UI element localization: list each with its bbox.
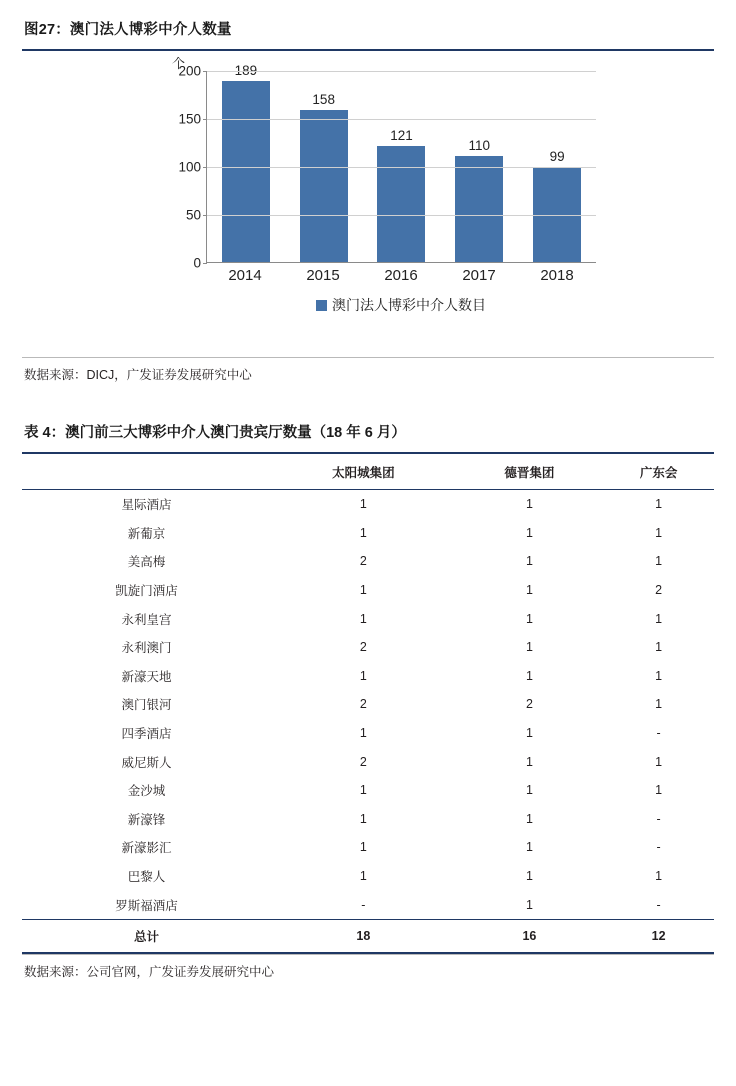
table-cell: 1 — [359, 525, 367, 540]
legend-swatch-icon — [316, 300, 327, 311]
grid-line — [207, 167, 596, 168]
table-cell: 1 — [359, 869, 367, 884]
table-title: 表 4：澳门前三大博彩中介人澳门贵宾厅数量（18 年 6 月） — [24, 425, 406, 441]
table-cell: 1 — [359, 668, 367, 683]
table-cell: 2 — [525, 697, 533, 712]
row-label: 凯旋门酒店 — [115, 584, 178, 599]
table-row — [22, 747, 714, 776]
total-cell: 16 — [456, 919, 604, 953]
table-row — [22, 833, 714, 862]
table-cell: 1 — [359, 497, 367, 512]
bar — [300, 110, 348, 262]
table-cell: 1 — [525, 754, 533, 769]
row-label: 金沙城 — [127, 784, 166, 799]
bar — [222, 81, 270, 262]
table-row — [22, 490, 714, 519]
table-cell: 2 — [359, 640, 367, 655]
row-label: 新葡京 — [127, 526, 166, 541]
table-cell: 1 — [525, 840, 533, 855]
table-cell: - — [656, 840, 661, 855]
y-axis-tick-mark — [203, 263, 207, 264]
table-cell: 1 — [525, 554, 533, 569]
y-axis-tick-mark — [203, 119, 207, 120]
x-axis-tick-label: 2018 — [540, 267, 574, 284]
table-cell: 2 — [359, 697, 367, 712]
bar-value-label: 99 — [549, 148, 565, 164]
total-cell: 12 — [603, 919, 714, 953]
bar-value-label: 121 — [390, 127, 413, 143]
table-body — [22, 490, 714, 953]
figure-title-rule — [22, 49, 714, 51]
row-label: 新濠天地 — [121, 669, 172, 684]
row-label: 星际酒店 — [121, 498, 172, 513]
table-cell: 2 — [359, 554, 367, 569]
table-cell: 1 — [655, 668, 663, 683]
row-label: 新濠锋 — [127, 812, 166, 827]
table-cell: - — [656, 726, 661, 741]
column-header-3: 广东会 — [603, 454, 714, 490]
y-axis-tick-mark — [203, 71, 207, 72]
table-row — [22, 776, 714, 805]
column-header-2: 德晋集团 — [456, 454, 604, 490]
table-cell: 1 — [655, 783, 663, 798]
grid-line — [207, 71, 596, 72]
total-label: 总计 — [22, 919, 271, 953]
row-label: 澳门银河 — [121, 698, 172, 713]
table-cell: 1 — [525, 497, 533, 512]
table-cell: 1 — [525, 811, 533, 826]
y-axis-unit-label: 个 — [172, 56, 186, 71]
bar-value-label: 110 — [468, 138, 491, 154]
table-row — [22, 604, 714, 633]
table-cell: 2 — [655, 583, 663, 598]
y-axis-tick-label: 200 — [178, 63, 201, 79]
row-label: 罗斯福酒店 — [115, 898, 178, 913]
row-label: 永利皇宫 — [121, 612, 172, 627]
table-cell: 1 — [655, 554, 663, 569]
table-cell: 1 — [525, 611, 533, 626]
bar-value-label: 189 — [234, 62, 258, 78]
x-axis-tick-label: 2017 — [462, 267, 496, 284]
table-cell: 1 — [525, 869, 533, 884]
table-cell: 1 — [525, 726, 533, 741]
grid-line — [207, 119, 596, 120]
table-row — [22, 519, 714, 548]
table-cell: 1 — [359, 811, 367, 826]
table-cell: 1 — [525, 583, 533, 598]
table-header-row — [22, 454, 714, 490]
row-label: 新濠影汇 — [121, 841, 172, 856]
y-axis-tick-label: 150 — [178, 111, 201, 127]
table-cell: 2 — [359, 754, 367, 769]
table-cell: 1 — [525, 640, 533, 655]
table-cell: 1 — [655, 640, 663, 655]
figure-source: 数据来源：DICJ，广发证券发展研究中心 — [24, 368, 252, 382]
x-axis-tick-labels — [206, 267, 596, 284]
table-row — [22, 690, 714, 719]
table-cell: 1 — [655, 869, 663, 884]
grid-line — [207, 215, 596, 216]
table-cell: 1 — [525, 668, 533, 683]
legend-label: 澳门法人博彩中介人数目 — [332, 297, 486, 313]
table-cell: 1 — [525, 783, 533, 798]
table-row — [22, 633, 714, 662]
x-axis-tick-label: 2014 — [228, 267, 262, 284]
table-row — [22, 805, 714, 834]
row-label: 四季酒店 — [121, 727, 172, 742]
row-label: 永利澳门 — [121, 641, 172, 656]
x-axis-tick-label: 2016 — [384, 267, 418, 284]
table-cell: 1 — [655, 497, 663, 512]
bar — [377, 146, 425, 262]
column-header-0 — [22, 454, 271, 490]
x-axis-tick-label: 2015 — [306, 267, 340, 284]
row-label: 巴黎人 — [127, 870, 166, 885]
row-label: 美高梅 — [127, 555, 166, 570]
figure-title: 图27：澳门法人博彩中介人数量 — [24, 22, 232, 38]
y-axis-tick-label: 50 — [185, 207, 201, 223]
bar-value-label: 158 — [312, 92, 335, 108]
table-cell: - — [656, 811, 661, 826]
column-header-1: 太阳城集团 — [271, 454, 456, 490]
table-cell: - — [656, 897, 661, 912]
y-axis-tick-label: 0 — [193, 255, 201, 271]
table-row — [22, 719, 714, 748]
table-cell: 1 — [359, 611, 367, 626]
table-cell: 1 — [359, 726, 367, 741]
chart-plot-area — [178, 62, 596, 271]
table-row — [22, 662, 714, 691]
y-axis-tick-label: 100 — [178, 159, 201, 175]
table-row — [22, 576, 714, 605]
table-source: 数据来源：公司官网，广发证券发展研究中心 — [24, 964, 275, 979]
chart-legend — [206, 295, 596, 315]
y-axis-tick-mark — [203, 167, 207, 168]
y-axis-tick-mark — [203, 215, 207, 216]
bar-chart — [22, 57, 714, 357]
row-label: 威尼斯人 — [121, 755, 172, 770]
total-cell: 18 — [271, 919, 456, 953]
table-cell: 1 — [655, 525, 663, 540]
table-cell: 1 — [655, 754, 663, 769]
table-cell: - — [361, 897, 366, 912]
table-cell: 1 — [655, 611, 663, 626]
venue-count-table — [22, 454, 714, 954]
table-row — [22, 862, 714, 891]
table-total-row — [22, 919, 714, 953]
table-cell: 1 — [359, 583, 367, 598]
table-cell: 1 — [525, 525, 533, 540]
table-row — [22, 547, 714, 576]
table-row — [22, 890, 714, 919]
table-cell: 1 — [525, 897, 533, 912]
bar — [455, 156, 503, 262]
table-cell: 1 — [655, 697, 663, 712]
table-cell: 1 — [359, 840, 367, 855]
table-cell: 1 — [359, 783, 367, 798]
